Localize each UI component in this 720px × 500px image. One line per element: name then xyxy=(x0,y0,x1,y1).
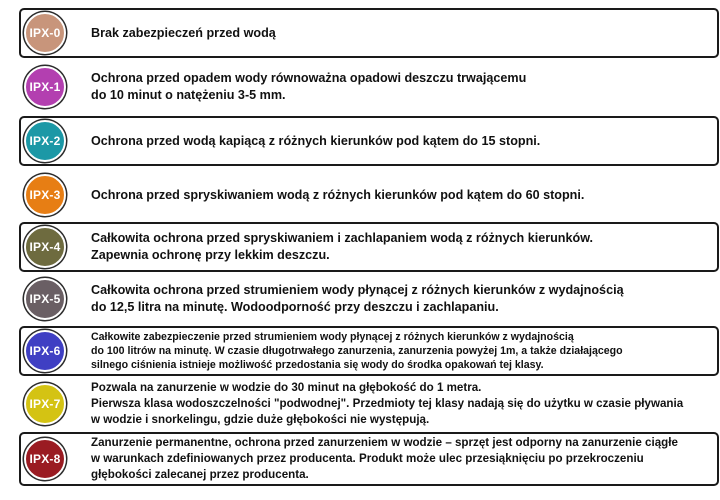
ipx-8-line-2: w warunkach zdefiniowanych przez producenta. Produkt może ulec przesiąknięciu po przekroczeniu xyxy=(91,452,644,465)
ip-row-ipx-6 xyxy=(19,326,719,376)
ipx-1-description xyxy=(91,64,709,110)
ipx-1-line-1: Ochrona przed opadem wody równoważna opadowi deszczu trwającemu xyxy=(91,71,527,85)
ipx-4-line-1: Całkowita ochrona przed spryskiwaniem i zachlapaniem wodą z różnych kierunków. xyxy=(91,231,594,245)
ip-row-ipx-7 xyxy=(19,379,719,429)
ipx-0-description xyxy=(91,10,709,56)
ip-row-ipx-1 xyxy=(19,62,719,112)
ipx-5-code: IPX-5 xyxy=(29,292,61,306)
ipx-2-badge xyxy=(24,120,66,162)
ipx-3-code: IPX-3 xyxy=(29,188,61,202)
ipx-4-code: IPX-4 xyxy=(29,240,61,254)
ipx-5-badge xyxy=(24,278,66,320)
ipx-6-code: IPX-6 xyxy=(29,344,61,358)
ipx-7-badge xyxy=(24,383,66,425)
ipx-3-line-1: Ochrona przed spryskiwaniem wodą z różnych kierunków pod kątem do 60 stopni. xyxy=(91,187,585,202)
ipx-8-line-3: głębokości zalecanej przez producenta. xyxy=(91,468,309,481)
ipx-2-line-1: Ochrona przed wodą kapiącą z różnych kierunków pod kątem do 15 stopni. xyxy=(91,133,541,148)
ipx-7-description xyxy=(91,381,709,427)
ipx-7-line-2: Pierwsza klasa wodoszczelności "podwodnej". Przedmioty tej klasy nadają się do użytku w czasie pływania xyxy=(91,397,684,410)
ipx-7-line-1: Pozwala na zanurzenie w wodzie do 30 minut na głębokość do 1 metra. xyxy=(91,381,482,394)
ipx-6-line-1: Całkowite zabezpieczenie przed strumieniem wody płynącej z różnych kierunków z wydajnością xyxy=(91,331,574,343)
ipx-2-description xyxy=(91,118,709,164)
ipx-8-description xyxy=(91,434,709,484)
ipx-3-description xyxy=(91,172,709,218)
ip-row-ipx-2 xyxy=(19,116,719,166)
ipx-1-line-2: do 10 minut o natężeniu 3-5 mm. xyxy=(91,88,286,102)
ipx-7-line-3: w wodzie i snorkelingu, gdzie duże głębokości nie występują. xyxy=(91,413,430,426)
ipx-4-line-2: Zapewnia ochronę przy lekkim deszczu. xyxy=(91,248,330,262)
ipx-6-badge xyxy=(24,330,66,372)
ip-row-ipx-0 xyxy=(19,8,719,58)
ipx-4-description xyxy=(91,224,709,270)
ipx-0-line-1: Brak zabezpieczeń przed wodą xyxy=(91,25,276,40)
ipx-8-badge xyxy=(24,438,66,480)
ip-row-ipx-8 xyxy=(19,432,719,486)
ipx-4-badge xyxy=(24,226,66,268)
ipx-5-line-2: do 12,5 litra na minutę. Wodoodporność przy deszczu i zachlapaniu. xyxy=(91,300,499,314)
ipx-0-code: IPX-0 xyxy=(29,26,61,40)
ip-row-ipx-5 xyxy=(19,274,719,324)
ipx-5-description xyxy=(91,276,709,322)
ipx-1-badge xyxy=(24,66,66,108)
ipx-7-code: IPX-7 xyxy=(29,397,61,411)
ipx-5-line-1: Całkowita ochrona przed strumieniem wody płynącej z różnych kierunków z wydajnością xyxy=(91,283,624,297)
ipx-0-badge xyxy=(24,12,66,54)
ipx-6-line-3: silnego ciśnienia istnieje możliwość przedostania się wody do środka opakowań tej klasy. xyxy=(91,359,544,371)
ipx-2-code: IPX-2 xyxy=(29,134,61,148)
ipx-6-description xyxy=(91,328,709,374)
ipx-1-code: IPX-1 xyxy=(29,80,61,94)
ip-row-ipx-4 xyxy=(19,222,719,272)
ipx-3-badge xyxy=(24,174,66,216)
ipx-8-line-1: Zanurzenie permanentne, ochrona przed zanurzeniem w wodzie – sprzęt jest odporny na zanurzenie ciągłe xyxy=(91,436,678,449)
ipx-6-line-2: do 100 litrów na minutę. W czasie długotrwałego zanurzenia, zanurzenia powyżej 1m, a także działającego xyxy=(91,345,623,357)
ip-row-ipx-3 xyxy=(19,170,719,220)
ipx-8-code: IPX-8 xyxy=(29,452,61,466)
